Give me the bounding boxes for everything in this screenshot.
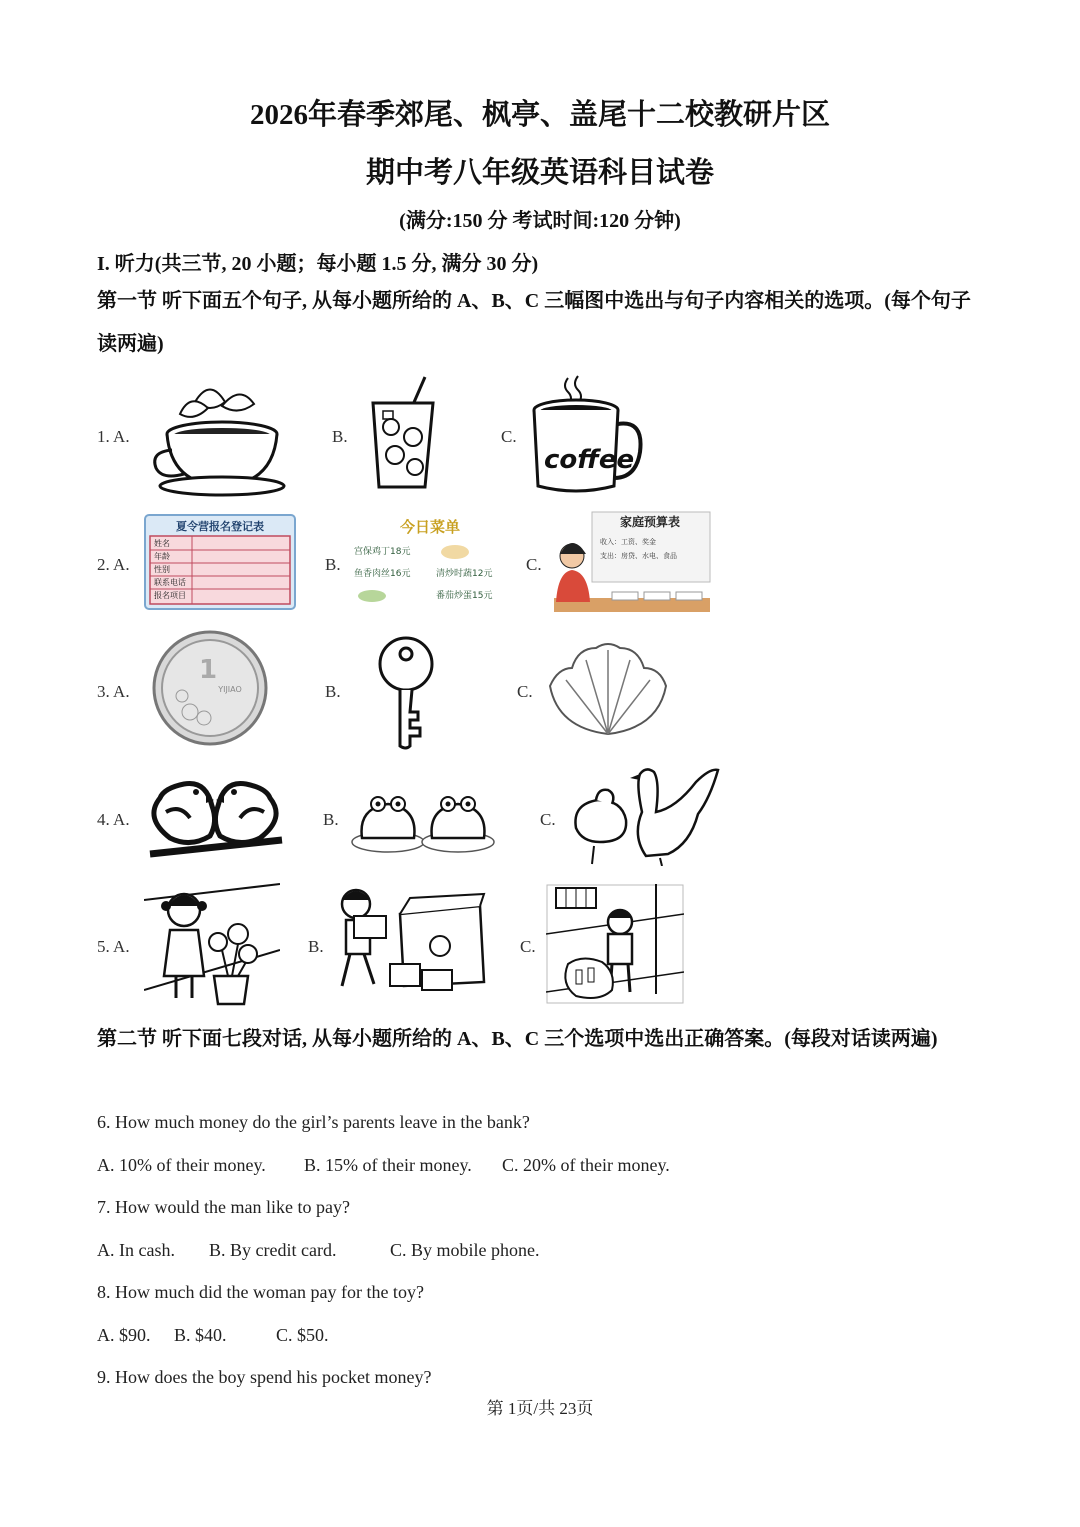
q4-label-b: B. [323, 810, 339, 829]
question-6: 6. How much money do the girl’s parents leave in the bank? [97, 1112, 530, 1132]
q5-label-c: C. [520, 937, 536, 956]
q5-label-b: B. [308, 937, 324, 956]
coffee-mug-picture [528, 374, 646, 496]
frogs-picture [348, 782, 498, 856]
boy-bottles-picture [546, 884, 684, 1004]
q5-label-a: 5. A. [97, 937, 130, 956]
tea-cup-picture [150, 372, 290, 497]
camp-form-title: 夏令营报名登记表 [176, 520, 264, 533]
coin-small-text: YIJIAO [218, 685, 242, 694]
q2-label-b: B. [325, 555, 341, 574]
q3-label-a: 3. A. [97, 682, 130, 701]
birds-picture [142, 768, 288, 866]
q6-option-c: C. 20% of their money. [502, 1155, 670, 1175]
exam-info: (满分:150 分 考试时间:120 分钟) [399, 210, 681, 232]
camp-row-1: 姓名 [154, 539, 170, 548]
question-7: 7. How would the man like to pay? [97, 1197, 350, 1217]
q1-label-a: 1. A. [97, 427, 130, 446]
coin-picture [148, 630, 272, 746]
budget-line-1: 收入：工资、奖金 [600, 538, 656, 546]
q8-option-b: B. $40. [174, 1325, 227, 1345]
q7-option-c: C. By mobile phone. [390, 1240, 540, 1260]
q8-option-a: A. $90. [97, 1325, 151, 1345]
geese-picture [566, 764, 720, 866]
lemon-water-picture [365, 375, 445, 495]
menu-item-2: 鱼香肉丝16元 [354, 569, 411, 579]
camp-row-5: 报名项目 [154, 591, 186, 600]
girl-flowers-picture [144, 880, 280, 1006]
q8-option-c: C. $50. [276, 1325, 329, 1345]
question-8: 8. How much did the woman pay for the toy? [97, 1282, 424, 1302]
camp-row-4: 联系电话 [154, 578, 186, 587]
camp-row-3: 性别 [154, 565, 170, 574]
q7-option-b: B. By credit card. [209, 1240, 337, 1260]
q3-label-c: C. [517, 682, 533, 701]
coffee-text: coffee [544, 445, 635, 475]
q6-option-b: B. 15% of their money. [304, 1155, 472, 1175]
key-picture [370, 636, 442, 752]
budget-title: 家庭预算表 [619, 515, 681, 529]
boy-recycling-picture [334, 886, 490, 1004]
menu-picture [350, 512, 505, 604]
exam-title: 2026年春季郊尾、枫亭、盖尾十二校教研片区 [249, 99, 830, 131]
page-footer: 第 1页/共 23页 [486, 1399, 594, 1418]
shell-picture [546, 640, 670, 738]
q4-label-c: C. [540, 810, 556, 829]
q7-option-a: A. In cash. [97, 1240, 175, 1260]
q1-label-b: B. [332, 427, 348, 446]
part2-instruction: 第二节 听下面七段对话, 从每小题所给的 A、B、C 三个选项中选出正确答案。(每段对话读两遍) [97, 1028, 938, 1050]
q1-label-c: C. [501, 427, 517, 446]
budget-line-2: 支出：房贷、水电、食品 [600, 552, 677, 560]
family-budget-picture [552, 510, 712, 614]
menu-item-1: 宫保鸡丁18元 [354, 547, 411, 557]
camp-row-2: 年龄 [154, 552, 170, 561]
menu-item-3: 清炒时蔬12元 [436, 569, 493, 579]
q4-label-a: 4. A. [97, 810, 130, 829]
camp-form-picture [144, 514, 296, 610]
coin-numeral: 1 [198, 655, 218, 685]
q2-label-c: C. [526, 555, 542, 574]
q3-label-b: B. [325, 682, 341, 701]
q2-label-a: 2. A. [97, 555, 130, 574]
listening-heading: I. 听力(共三节, 20 小题；每小题 1.5 分, 满分 30 分) [97, 253, 539, 275]
part1-instruction: 第一节 听下面五个句子, 从每小题所给的 A、B、C 三幅图中选出与句子内容相关的选项。(每个句子读两遍) [97, 290, 971, 355]
q6-option-a: A. 10% of their money. [97, 1155, 266, 1175]
menu-item-4: 番茄炒蛋15元 [436, 591, 493, 601]
exam-subtitle: 期中考八年级英语科目试卷 [365, 157, 714, 189]
menu-title: 今日菜单 [399, 518, 461, 536]
question-9: 9. How does the boy spend his pocket money? [97, 1367, 432, 1387]
